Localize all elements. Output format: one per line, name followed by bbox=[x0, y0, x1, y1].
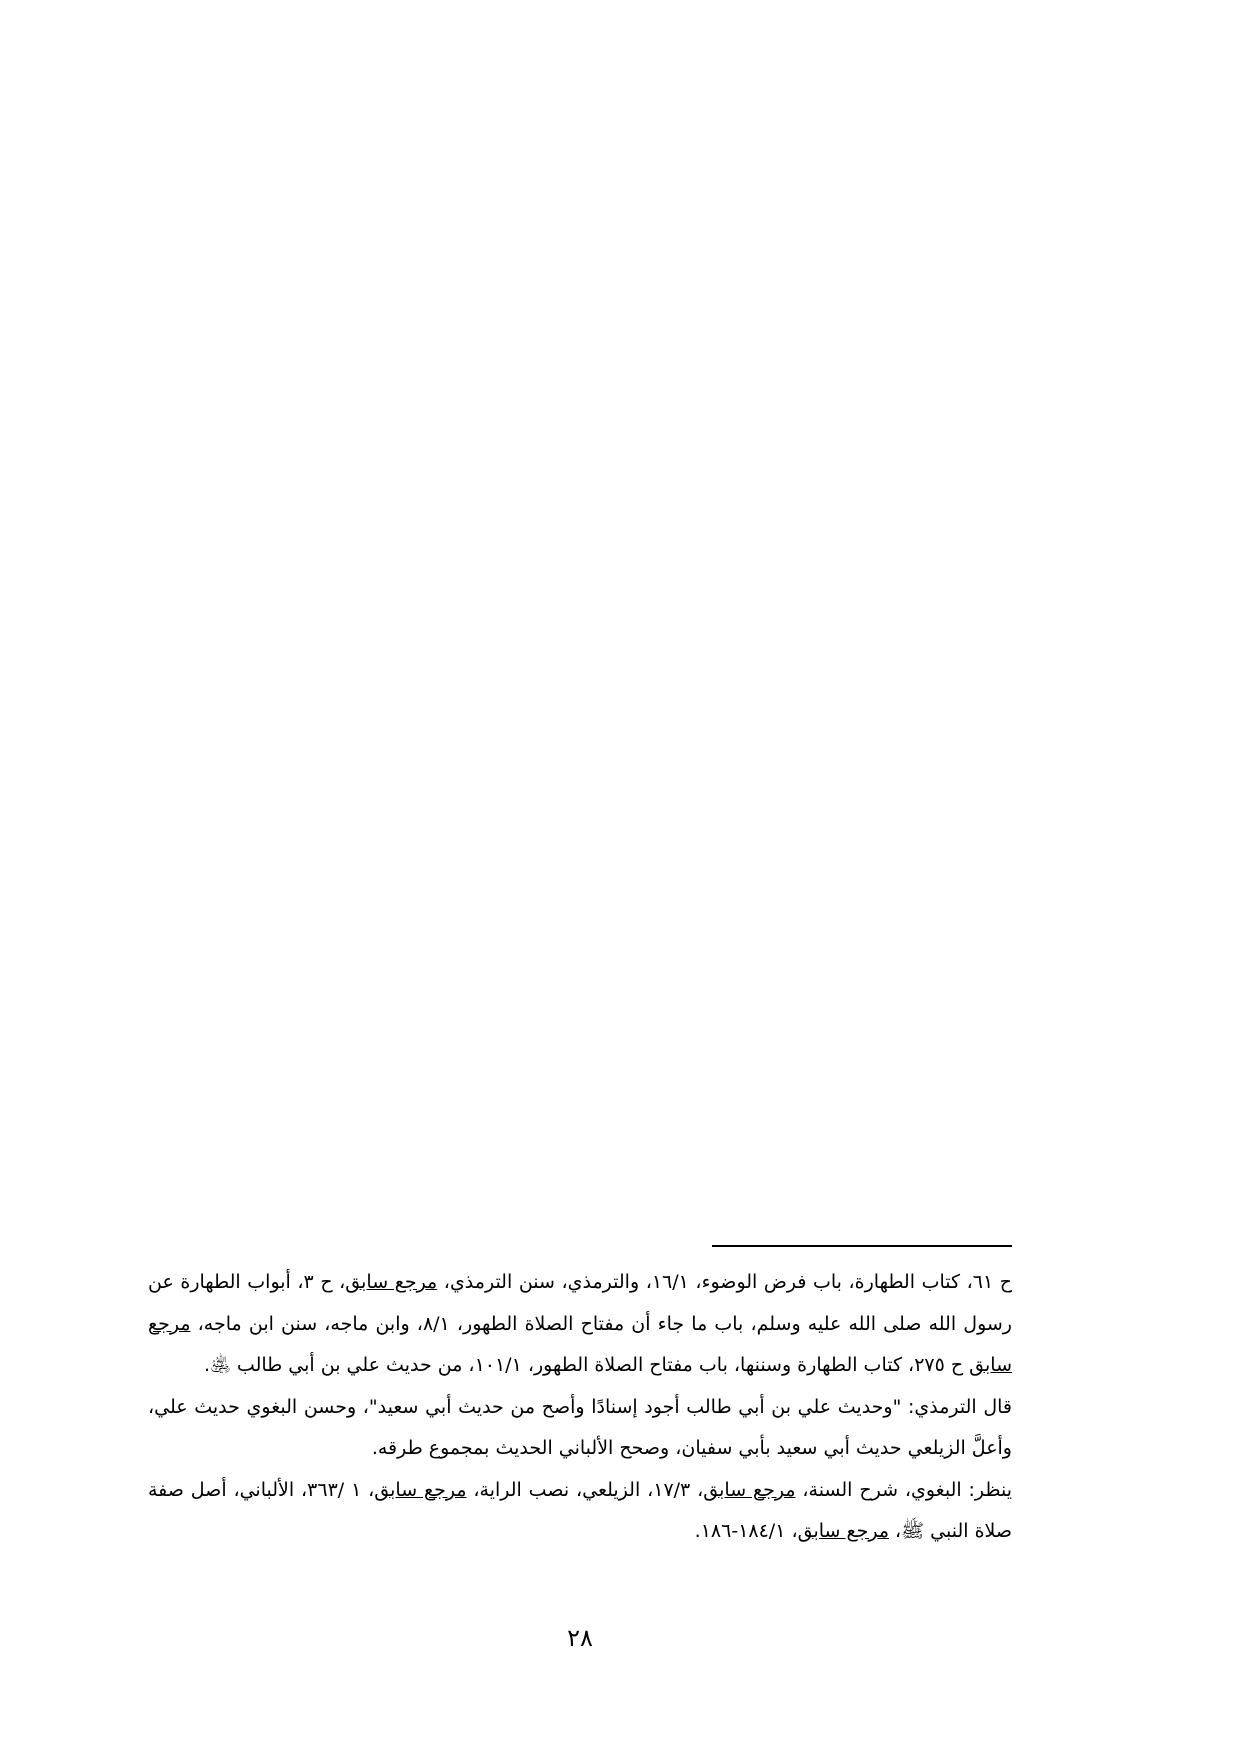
footnote-reference: مرجع سابق bbox=[148, 1312, 1012, 1376]
footnotes-block bbox=[148, 1262, 1012, 1553]
footnote-reference: مرجع سابق bbox=[703, 1478, 796, 1501]
footnote-text: ينظر: البغوي، شرح السنة، bbox=[795, 1478, 1012, 1501]
footnote-2 bbox=[148, 1387, 1012, 1470]
page-number: ٢٨ bbox=[567, 1624, 593, 1652]
footnote-reference: مرجع سابق bbox=[374, 1478, 467, 1501]
footnote-reference: مرجع سابق bbox=[345, 1271, 438, 1293]
footnote-text: ح ٦١، كتاب الطهارة، باب فرض الوضوء، ١٦/١، والترمذي، سنن الترمذي، bbox=[437, 1271, 1012, 1293]
footnote-3 bbox=[148, 1470, 1012, 1553]
footnote-text: ، ١ /٣٦٣، الألباني، أصل صفة صلاة النبي ﷺ، bbox=[148, 1478, 1012, 1542]
footnote-text: قال الترمذي: "وحديث علي بن أبي طالب أجود إسنادًا وأصح من حديث أبي سعيد"، وحسن البغوي حديث علي، وأعلَّ الزيلعي حديث أبي سعيد بأبي سفيان، وصحح الألباني الحديث بمجموع طرقه. bbox=[148, 1395, 1012, 1459]
footnote-reference: مرجع سابق bbox=[797, 1520, 889, 1542]
footnote-text: ، ١٧/٣، الزيلعي، نصب الراية، bbox=[466, 1478, 704, 1501]
footnote-text: ، ح ٣، أبواب الطهارة عن رسول الله صلى الله عليه وسلم، باب ما جاء أن مفتاح الصلاة الطهور، ٨/١، وابن ماجه، سنن ابن ماجه، bbox=[148, 1271, 1012, 1335]
footnote-text: ، ١٨٤/١-١٨٦. bbox=[694, 1520, 798, 1542]
footnote-text: ح ٢٧٥، كتاب الطهارة وسننها، باب مفتاح الصلاة الطهور، ١٠١/١، من حديث علي بن أبي طالب ﵁. bbox=[204, 1354, 970, 1376]
footnote-1 bbox=[148, 1262, 1012, 1387]
footnote-separator bbox=[712, 1245, 1012, 1247]
